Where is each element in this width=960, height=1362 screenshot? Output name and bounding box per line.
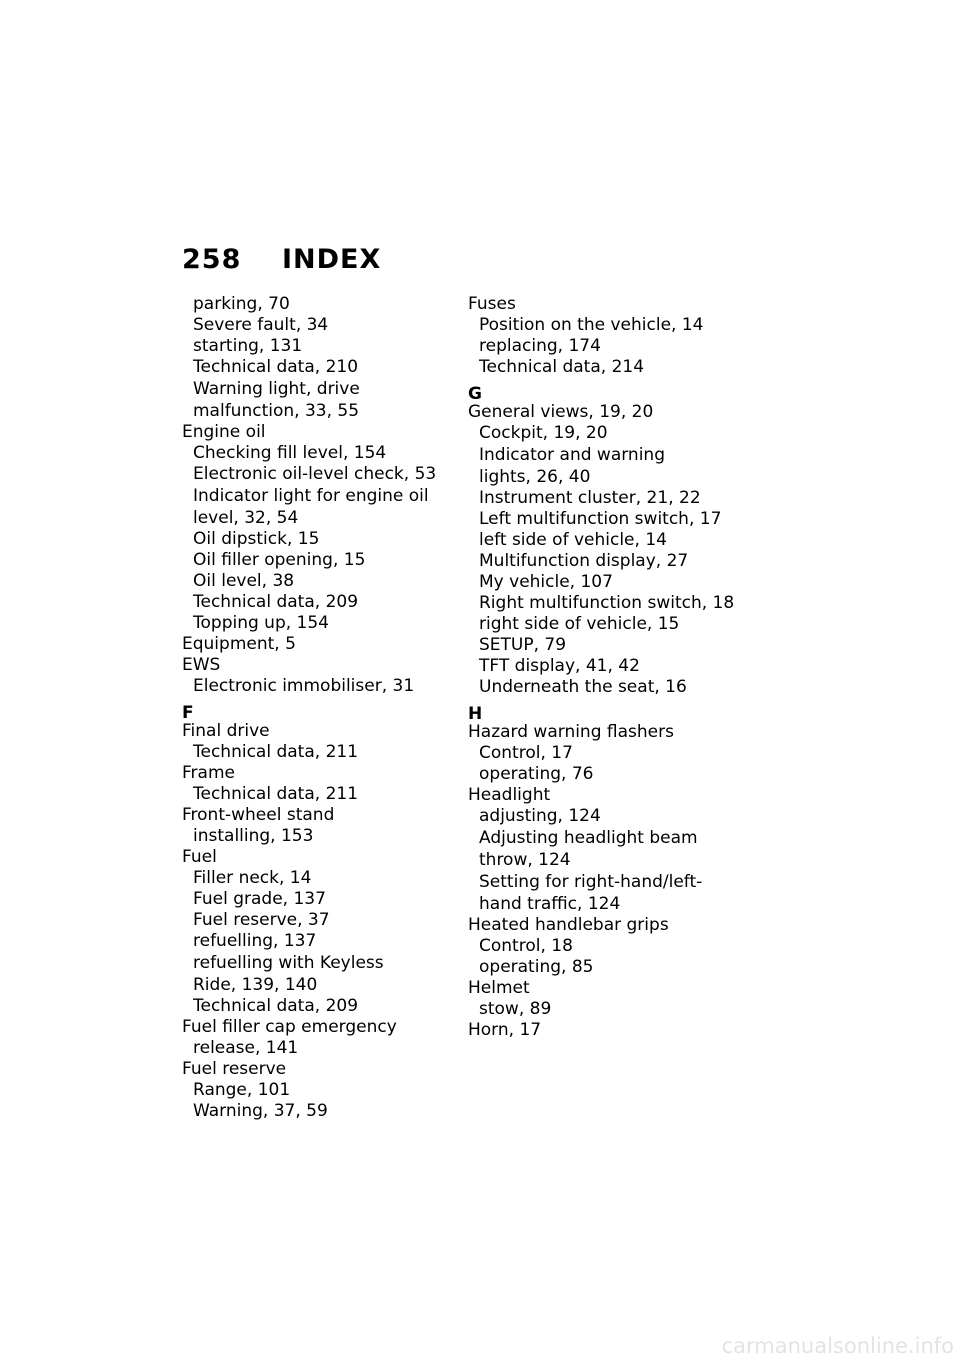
index-subentry: starting, 131: [193, 336, 303, 356]
index-subentry: Oil filler opening, 15: [193, 550, 366, 570]
index-subentry: throw, 124: [479, 850, 571, 870]
index-subentry: Severe fault, 34: [193, 315, 329, 335]
index-entry: EWS: [182, 655, 221, 675]
index-subentry: My vehicle, 107: [479, 572, 613, 592]
index-entry: Helmet: [468, 978, 530, 998]
index-subentry: operating, 85: [479, 957, 594, 977]
index-section-letter: G: [468, 384, 482, 404]
index-subentry: right side of vehicle, 15: [479, 614, 680, 634]
index-subentry: Setting for right-hand/left-: [479, 872, 703, 892]
index-entry: Frame: [182, 763, 235, 783]
index-subentry: parking, 70: [193, 294, 290, 314]
index-subentry: malfunction, 33, 55: [193, 401, 360, 421]
index-entry: Heated handlebar grips: [468, 915, 669, 935]
index-subentry: Checking fill level, 154: [193, 443, 387, 463]
index-subentry: refuelling, 137: [193, 931, 317, 951]
page-title: INDEX: [282, 244, 382, 275]
index-column-left: [182, 294, 452, 1122]
index-subentry: Technical data, 211: [193, 784, 359, 804]
index-subentry: left side of vehicle, 14: [479, 530, 667, 550]
index-subentry: Multifunction display, 27: [479, 551, 689, 571]
watermark: carmanualsonline.info: [721, 1334, 954, 1358]
index-entry: Fuel reserve: [182, 1059, 287, 1079]
index-subentry: Adjusting headlight beam: [479, 828, 698, 848]
index-entry: Horn, 17: [468, 1020, 542, 1040]
index-subentry: TFT display, 41, 42: [479, 656, 640, 676]
index-subentry: Technical data, 214: [479, 357, 645, 377]
index-entry: Headlight: [468, 785, 551, 805]
index-subentry: Oil level, 38: [193, 571, 295, 591]
index-subentry: Filler neck, 14: [193, 868, 312, 888]
index-section-letter: F: [182, 703, 194, 723]
index-entry: Fuel: [182, 847, 217, 867]
index-subentry: Instrument cluster, 21, 22: [479, 488, 701, 508]
index-subentry: Control, 18: [479, 936, 573, 956]
index-subentry: Technical data, 211: [193, 742, 359, 762]
index-subentry: Fuel grade, 137: [193, 889, 326, 909]
index-subentry: Cockpit, 19, 20: [479, 423, 608, 443]
index-subentry: Right multifunction switch, 18: [479, 593, 735, 613]
index-subentry: Warning, 37, 59: [193, 1101, 328, 1121]
index-subentry: Technical data, 209: [193, 592, 359, 612]
index-subentry: Range, 101: [193, 1080, 291, 1100]
index-subentry: Position on the vehicle, 14: [479, 315, 704, 335]
index-entry: Fuel filler cap emergency: [182, 1017, 397, 1037]
index-subentry: Underneath the seat, 16: [479, 677, 687, 697]
index-subentry: refuelling with Keyless: [193, 953, 384, 973]
index-subentry: Technical data, 209: [193, 996, 359, 1016]
index-subentry: release, 141: [193, 1038, 299, 1058]
index-column-right: [468, 294, 748, 1041]
page-number: 258: [182, 244, 242, 275]
index-entry: Equipment, 5: [182, 634, 296, 654]
index-subentry: Electronic immobiliser, 31: [193, 676, 415, 696]
index-subentry: hand traffic, 124: [479, 894, 621, 914]
index-subentry: lights, 26, 40: [479, 467, 591, 487]
index-subentry: operating, 76: [479, 764, 594, 784]
index-subentry: stow, 89: [479, 999, 552, 1019]
index-subentry: level, 32, 54: [193, 508, 299, 528]
index-entry: General views, 19, 20: [468, 402, 654, 422]
index-subentry: Topping up, 154: [193, 613, 329, 633]
index-entry: Hazard warning flashers: [468, 722, 674, 742]
index-subentry: Warning light, drive: [193, 379, 360, 399]
index-subentry: Left multifunction switch, 17: [479, 509, 722, 529]
index-subentry: adjusting, 124: [479, 806, 601, 826]
index-subentry: Technical data, 210: [193, 357, 359, 377]
page-header: [182, 244, 381, 276]
index-entry: Fuses: [468, 294, 516, 314]
index-subentry: replacing, 174: [479, 336, 601, 356]
index-subentry: installing, 153: [193, 826, 314, 846]
index-entry: Front-wheel stand: [182, 805, 335, 825]
index-subentry: Indicator light for engine oil: [193, 486, 429, 506]
index-subentry: Fuel reserve, 37: [193, 910, 330, 930]
index-entry: Final drive: [182, 721, 270, 741]
index-subentry: SETUP, 79: [479, 635, 567, 655]
index-subentry: Control, 17: [479, 743, 573, 763]
index-subentry: Oil dipstick, 15: [193, 529, 320, 549]
index-subentry: Electronic oil-level check, 53: [193, 464, 437, 484]
index-section-letter: H: [468, 704, 483, 724]
index-subentry: Indicator and warning: [479, 445, 665, 465]
index-entry: Engine oil: [182, 422, 266, 442]
index-subentry: Ride, 139, 140: [193, 975, 318, 995]
